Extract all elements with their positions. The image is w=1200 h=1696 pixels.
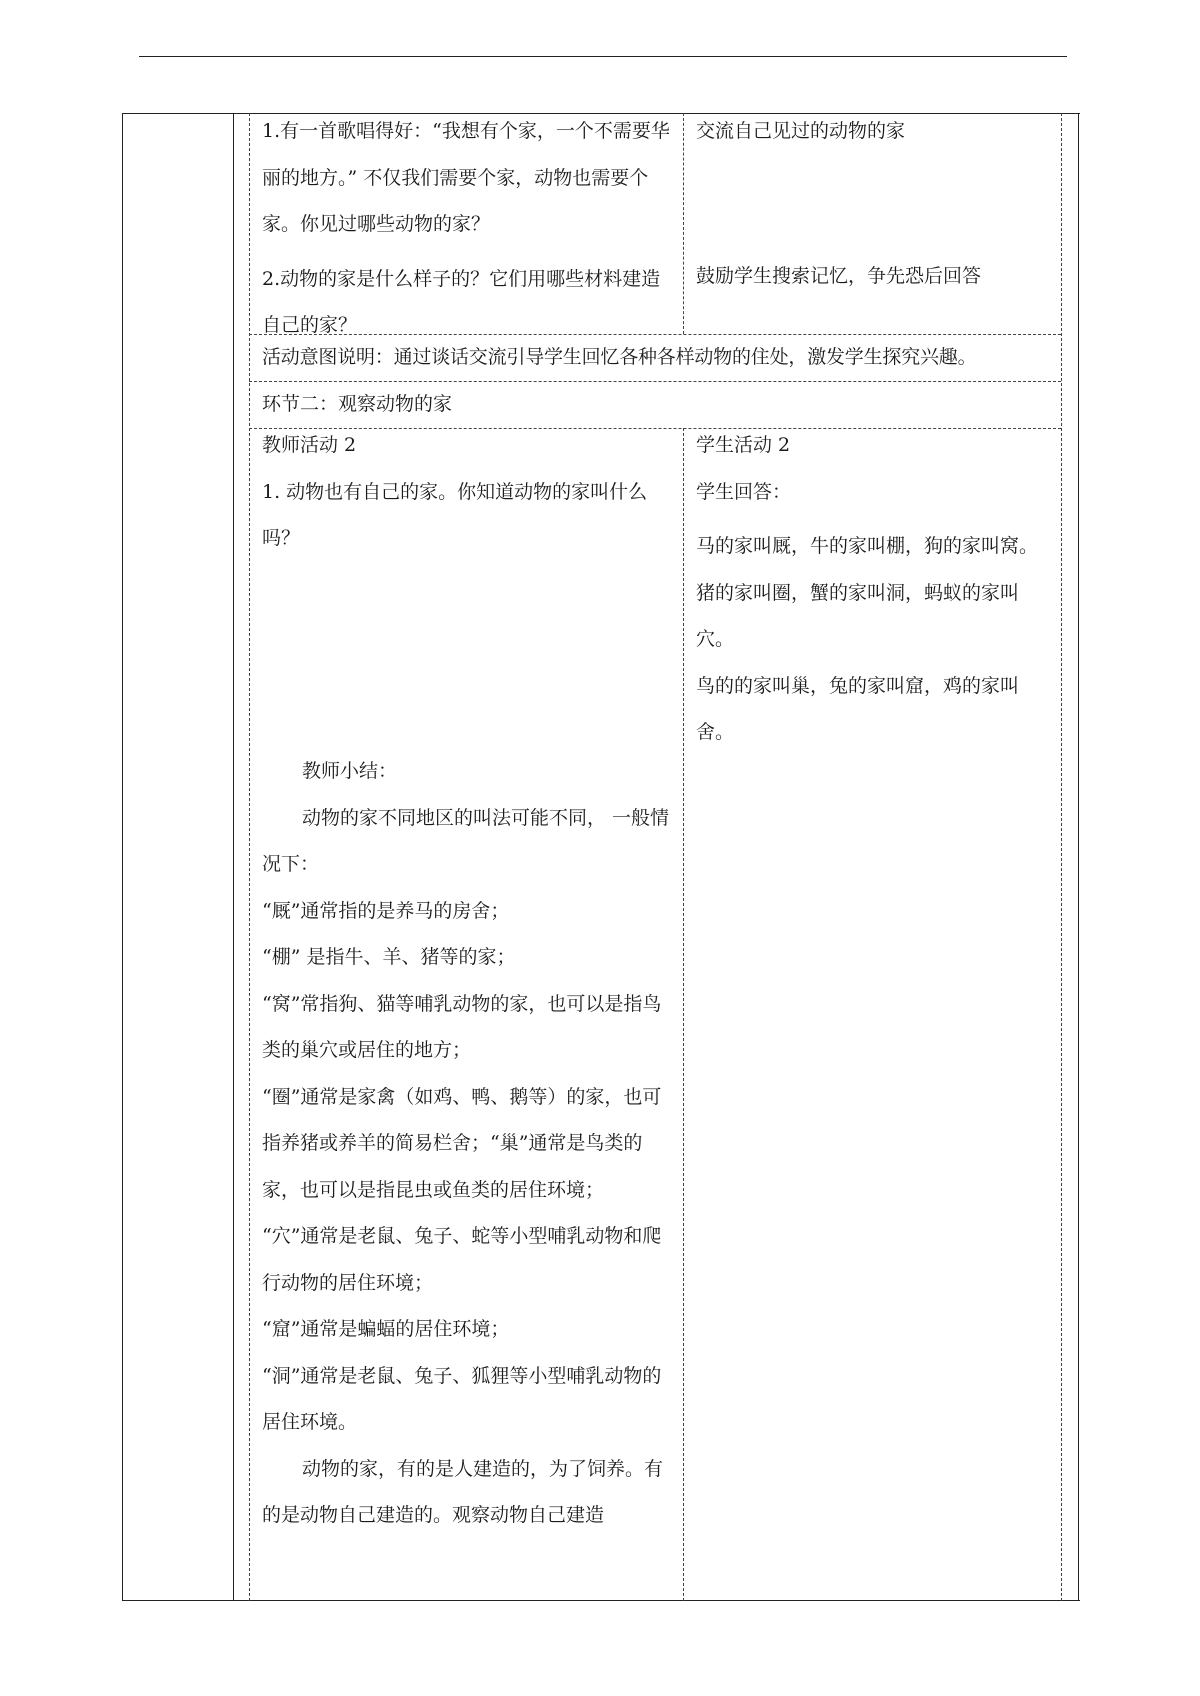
summary-heading: 教师小结： (302, 760, 398, 782)
student-activity-heading: 学生活动 2 (696, 434, 791, 456)
header-rule (139, 56, 1067, 57)
student-answer-3: 鸟的的家叫巢，兔的家叫窟，鸡的家叫舍。 (696, 674, 1020, 743)
student-answer-1: 马的家叫厩，牛的家叫棚，狗的家叫窝。 (696, 535, 1039, 557)
student-exchange-line: 交流自己见过的动物的家 (696, 120, 906, 142)
definition-dong: “洞”通常是老鼠、兔子、狐狸等小型哺乳动物的居住环境。 (262, 1364, 662, 1433)
student-activity-2 (696, 422, 1056, 756)
teacher-prompts (262, 108, 674, 349)
teacher-summary (262, 748, 674, 1539)
teacher-prompt-2: 2.动物的家是什么样子的？它们用哪些材料建造自己的家？ (262, 267, 661, 336)
definition-quan-chao: “圈”通常是家禽（如鸡、鸭、鹅等）的家，也可指养猪或养羊的简易栏舍；“巢”通常是鸟类的家，也可以是指昆虫或鱼类的居住环境； (262, 1085, 662, 1201)
summary-closing: 动物的家，有的是人建造的，为了饲养。有的是动物自己建造的。观察动物自己建造 (262, 1457, 664, 1526)
table-bottom-border (122, 1600, 1080, 1601)
activity-intent-note: 活动意图说明：通过谈话交流引导学生回忆各种各样动物的住处，激发学生探究兴趣。 (262, 346, 977, 368)
teacher-activity-heading: 教师活动 2 (262, 434, 357, 456)
summary-intro: 动物的家不同地区的叫法可能不同， 一般情况下： (262, 806, 670, 875)
student-encourage (696, 253, 1056, 300)
definition-xue: “穴”通常是老鼠、兔子、蛇等小型哺乳动物和爬行动物的居住环境； (262, 1225, 662, 1294)
teacher-question: 1. 动物也有自己的家。你知道动物的家叫什么吗？ (262, 480, 648, 549)
column-divider-section1 (683, 113, 684, 334)
table-right-border (1078, 113, 1079, 1601)
definition-jiu: “厩”通常指的是养马的房舍； (262, 899, 510, 922)
inner-left-border (249, 113, 250, 1601)
definition-wo: “窝”常指狗、猫等哺乳动物的家，也可以是指鸟类的巢穴或居住的地方； (262, 992, 662, 1061)
student-answer-label: 学生回答： (696, 480, 792, 503)
definition-peng: “棚” 是指牛、羊、猪等的家； (262, 946, 516, 968)
student-encourage-line: 鼓励学生搜索记忆，争先恐后回答 (696, 265, 982, 287)
stage-two-title: 环节二：观察动物的家 (262, 393, 453, 415)
teacher-prompt-1: 1.有一首歌唱得好：“我想有个家，一个不需要华丽的地方。” 不仅我们需要个家，动物也需要个家。你见过哪些动物的家？ (262, 120, 670, 235)
first-column-divider (233, 113, 234, 1601)
student-exchange (696, 108, 1056, 155)
definition-ku: “窟”通常是蝙蝠的居住环境； (262, 1318, 510, 1340)
teacher-activity-2 (262, 422, 674, 562)
column-divider-section2 (683, 428, 684, 1601)
student-answer-2: 猪的家叫圈，蟹的家叫洞，蚂蚁的家叫穴。 (696, 581, 1020, 650)
table-left-border (122, 113, 123, 1601)
